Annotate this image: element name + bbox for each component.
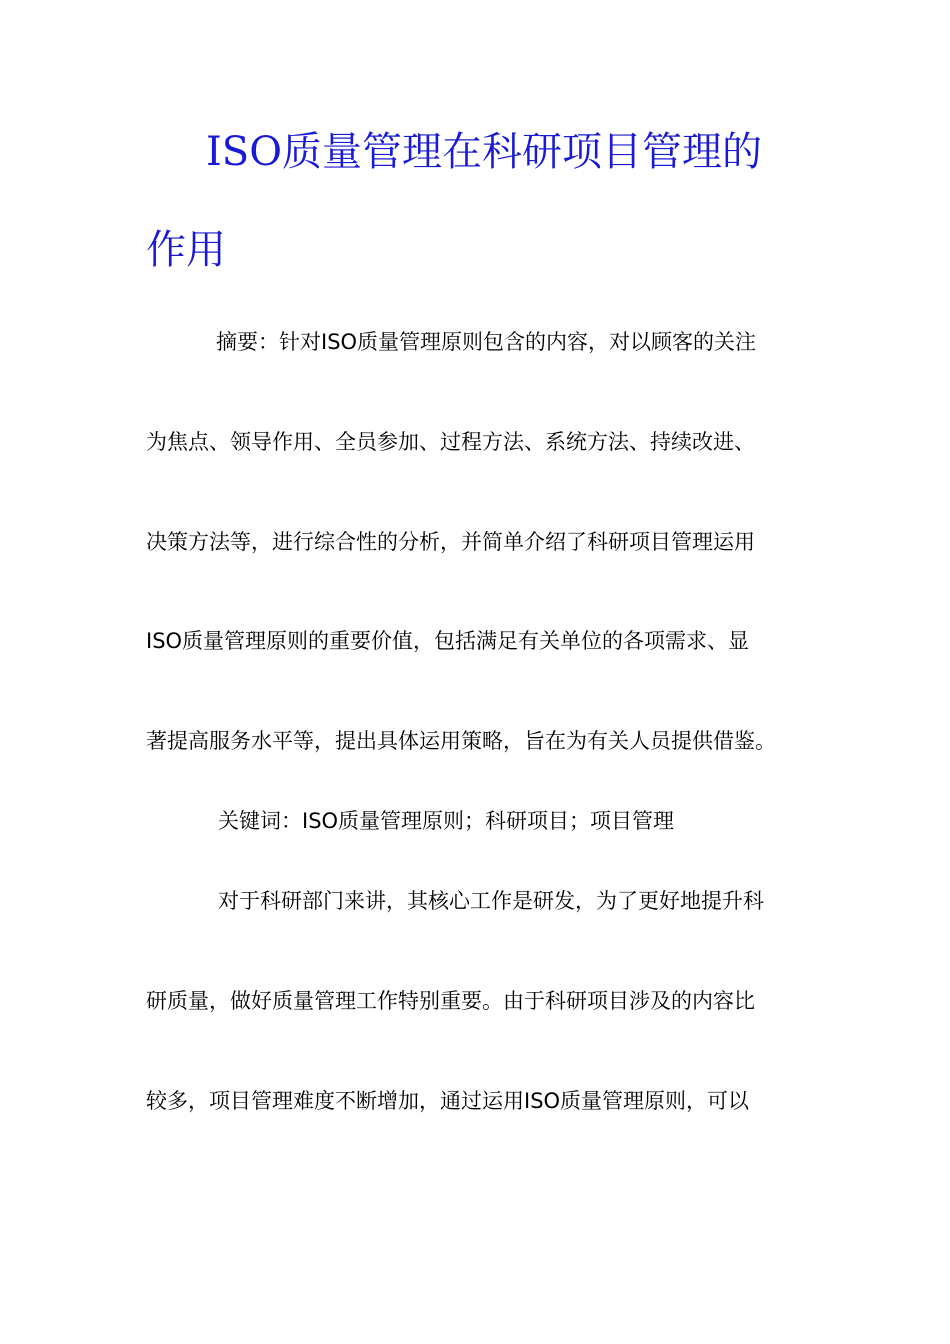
body-line-3: 较多，项目管理难度不断增加，通过运用ISO质量管理原则，可以 xyxy=(146,1089,750,1113)
keywords-line: 关键词：ISO质量管理原则；科研项目；项目管理 xyxy=(218,809,675,833)
title-line-1: ISO质量管理在科研项目管理的 xyxy=(206,129,762,175)
abstract-line-2: 为焦点、领导作用、全员参加、过程方法、系统方法、持续改进、 xyxy=(146,430,755,454)
abstract-line-5: 著提高服务水平等，提出具体运用策略，旨在为有关人员提供借鉴。 xyxy=(146,729,776,753)
abstract-line-3: 决策方法等，进行综合性的分析，并简单介绍了科研项目管理运用 xyxy=(146,530,755,554)
title-line-2: 作用 xyxy=(146,227,226,273)
body-line-2: 研质量，做好质量管理工作特别重要。由于科研项目涉及的内容比 xyxy=(146,989,755,1013)
body-line-1: 对于科研部门来讲，其核心工作是研发，为了更好地提升科 xyxy=(218,889,764,913)
abstract-line-4: ISO质量管理原则的重要价值，包括满足有关单位的各项需求、显 xyxy=(146,629,750,653)
abstract-line-1: 摘要：针对ISO质量管理原则包含的内容，对以顾客的关注 xyxy=(216,330,757,354)
